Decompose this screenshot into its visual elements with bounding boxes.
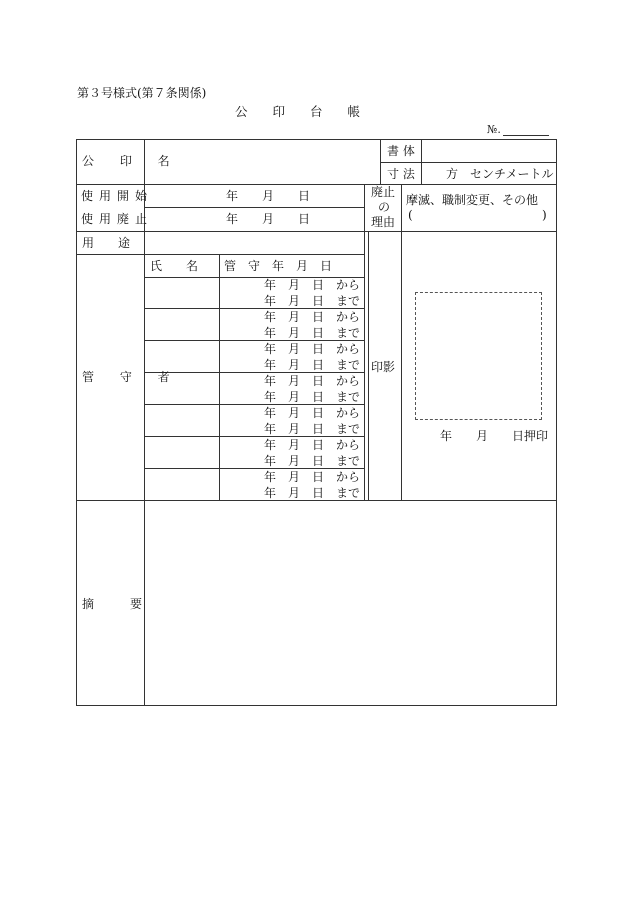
custodian-from: 年 月 日 から bbox=[264, 406, 361, 420]
size-unit: 方 センチメートル bbox=[446, 167, 554, 181]
abolition-reason-options: 摩滅、職制変更、その他 bbox=[406, 193, 539, 207]
number-underline bbox=[503, 135, 549, 136]
page-title: 公 印 台 帳 bbox=[235, 104, 361, 119]
custodian-to: 年 月 日 まで bbox=[264, 422, 361, 436]
seal-impression-box bbox=[415, 292, 542, 420]
impression-label: 印影 bbox=[371, 360, 396, 374]
abolition-reason-label-top: 廃止 bbox=[371, 185, 396, 199]
purpose-label: 用 途 bbox=[82, 236, 131, 250]
reason-paren-open: ( bbox=[408, 208, 413, 222]
usage-end-date: 年 月 日 bbox=[226, 212, 311, 226]
number-label: №. bbox=[487, 123, 501, 136]
custodian-from: 年 月 日 から bbox=[264, 342, 361, 356]
abolition-reason-label-mid: の bbox=[378, 200, 391, 214]
custodian-from: 年 月 日 から bbox=[264, 438, 361, 452]
form-number-label: 第３号様式(第７条関係) bbox=[77, 86, 207, 100]
custodian-label: 管 守 者 bbox=[82, 370, 181, 384]
custodian-from: 年 月 日 から bbox=[264, 310, 361, 324]
custodian-date-header: 管 守 年 月 日 bbox=[224, 259, 333, 273]
custodian-to: 年 月 日 まで bbox=[264, 486, 361, 500]
stamp-date: 年 月 日押印 bbox=[440, 429, 549, 443]
custodian-to: 年 月 日 まで bbox=[264, 390, 361, 404]
summary-label: 摘 要 bbox=[82, 597, 143, 611]
custodian-to: 年 月 日 まで bbox=[264, 358, 361, 372]
custodian-to: 年 月 日 まで bbox=[264, 294, 361, 308]
custodian-from: 年 月 日 から bbox=[264, 374, 361, 388]
usage-end-label: 使用廃止 bbox=[81, 212, 154, 226]
usage-start-date: 年 月 日 bbox=[226, 189, 311, 203]
custodian-from: 年 月 日 から bbox=[264, 278, 361, 292]
usage-start-label: 使用開始 bbox=[81, 189, 154, 203]
typeface-label: 書 体 bbox=[387, 144, 415, 158]
custodian-name-header: 氏 名 bbox=[150, 259, 199, 273]
seal-name-label: 公 印 名 bbox=[82, 154, 181, 168]
reason-paren-close: ) bbox=[542, 208, 547, 222]
abolition-reason-label-bot: 理由 bbox=[371, 215, 396, 229]
size-label: 寸 法 bbox=[387, 167, 415, 181]
custodian-from: 年 月 日 から bbox=[264, 470, 361, 484]
custodian-to: 年 月 日 まで bbox=[264, 454, 361, 468]
custodian-to: 年 月 日 まで bbox=[264, 326, 361, 340]
